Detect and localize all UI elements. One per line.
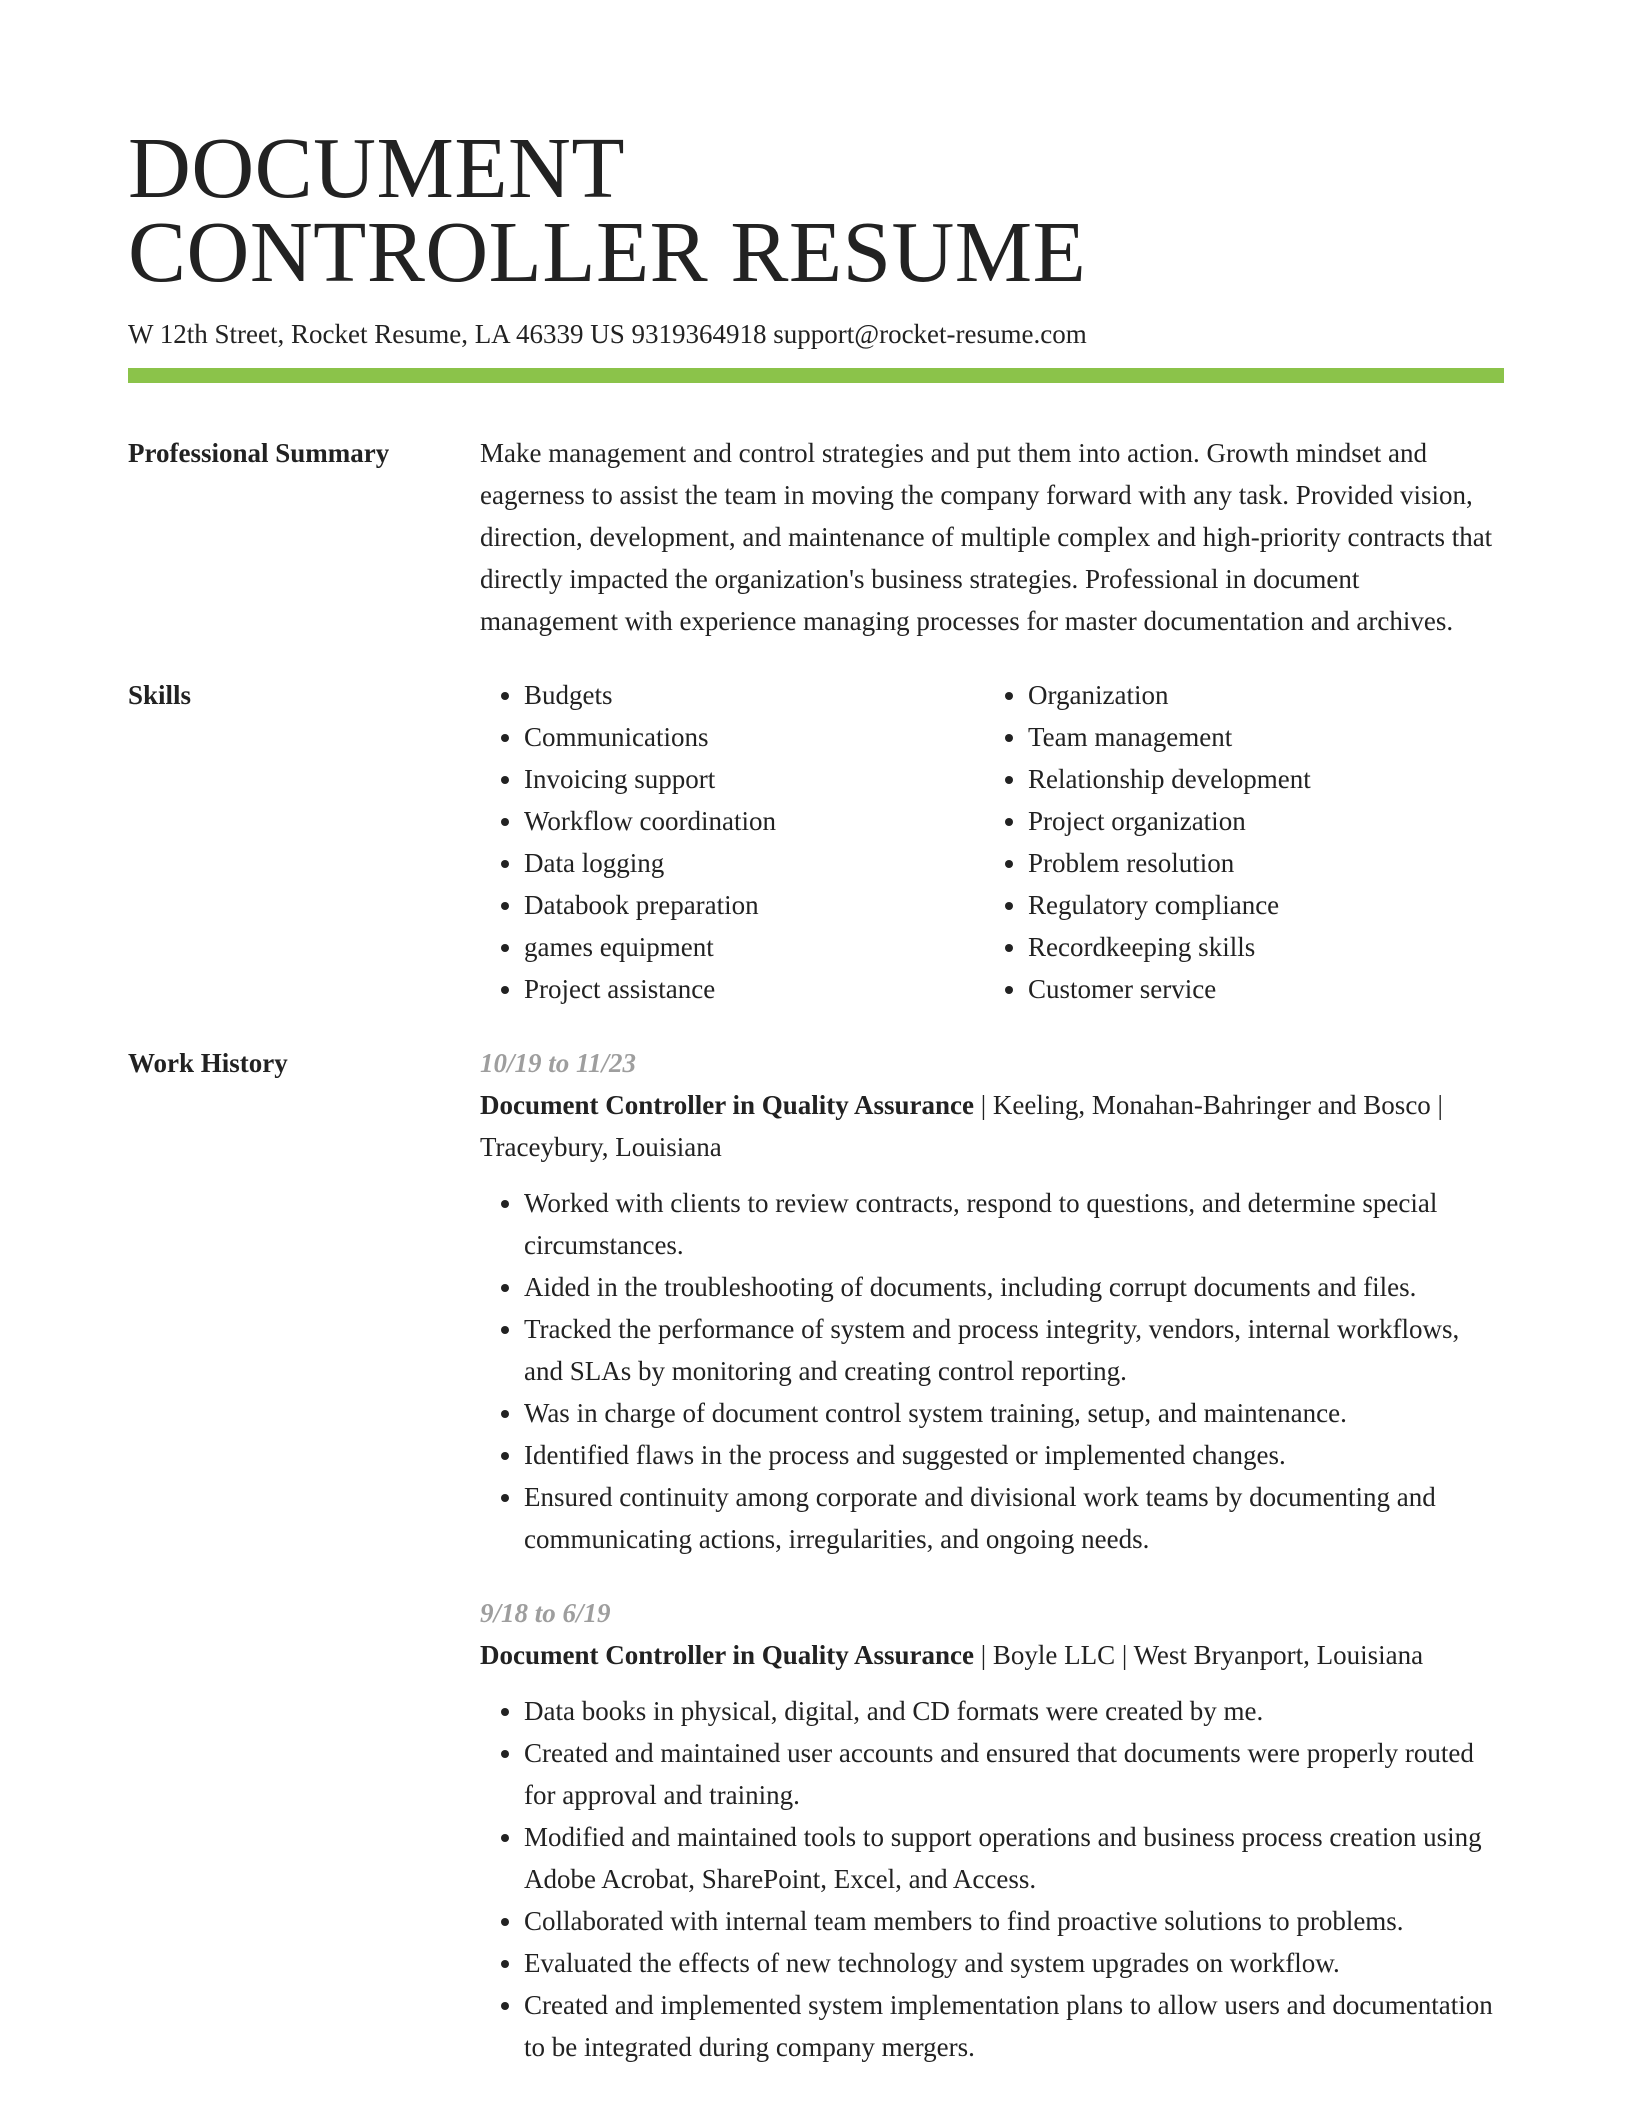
- work-history-section: [128, 1042, 1504, 2068]
- skills-columns: [480, 674, 1504, 1010]
- job-heading: [480, 1084, 1504, 1168]
- skill-item: • Relationship development: [1028, 758, 1488, 800]
- section-label-skills: Skills: [128, 680, 192, 710]
- job-details: | Boyle LLC | West Bryanport, Louisiana: [974, 1640, 1424, 1670]
- skill-item: • Project organization: [1028, 800, 1488, 842]
- skill-item: • Budgets: [524, 674, 984, 716]
- section-label-work-history: Work History: [128, 1048, 288, 1078]
- job-bullet: • Aided in the troubleshooting of documents, including corrupt documents and files.: [524, 1266, 1504, 1308]
- job-details: | Keeling, Monahan-Bahringer and Bosco | Traceybury, Louisiana: [480, 1090, 1443, 1162]
- job-title: Document Controller in Quality Assurance: [480, 1640, 975, 1670]
- skill-item: • Data logging: [524, 842, 984, 884]
- work-history-body: [480, 1042, 1504, 2068]
- job-bullet: • Identified flaws in the process and suggested or implemented changes.: [524, 1434, 1504, 1476]
- contact-email: support@rocket-resume.com: [773, 319, 1087, 349]
- job-bullet-list: [480, 1690, 1504, 2068]
- title-line-1: DOCUMENT: [128, 119, 625, 216]
- page-title: [128, 0, 1504, 300]
- job-bullet: • Created and maintained user accounts and ensured that documents were properly routed for approval and training.: [524, 1732, 1504, 1816]
- skill-item: • Customer service: [1028, 968, 1488, 1010]
- job-entry: [480, 1592, 1504, 2068]
- skill-item: • Organization: [1028, 674, 1488, 716]
- job-bullet: • Was in charge of document control system training, setup, and maintenance.: [524, 1392, 1504, 1434]
- skill-item: • Team management: [1028, 716, 1488, 758]
- skill-item: • Problem resolution: [1028, 842, 1488, 884]
- skill-item: • Recordkeeping skills: [1028, 926, 1488, 968]
- job-bullet-list: [480, 1182, 1504, 1560]
- summary-text: Make management and control strategies and put them into action. Growth mindset and eagerness to assist the team in moving the company forward with any task. Provided vision, direction, development, and maintenance of multiple complex and high-priority contracts that directly impacted the organization's business strategies. Professional in document management with experience managing processes for master documentation and archives.: [480, 438, 1493, 636]
- skill-item: • Project assistance: [524, 968, 984, 1010]
- section-label-summary: Professional Summary: [128, 438, 390, 468]
- skill-item: • Databook preparation: [524, 884, 984, 926]
- job-title: Document Controller in Quality Assurance: [480, 1090, 975, 1120]
- job-bullet: • Ensured continuity among corporate and divisional work teams by documenting and communicating actions, irregularities, and ongoing needs.: [524, 1476, 1504, 1560]
- accent-divider: [128, 368, 1504, 383]
- job-entry: [480, 1042, 1504, 1560]
- job-dates: 9/18 to 6/19: [480, 1598, 611, 1628]
- skill-item: • Regulatory compliance: [1028, 884, 1488, 926]
- job-bullet: • Evaluated the effects of new technology and system upgrades on workflow.: [524, 1942, 1504, 1984]
- job-bullet: • Tracked the performance of system and process integrity, vendors, internal workflows, and SLAs by monitoring and creating control reporting.: [524, 1308, 1504, 1392]
- job-dates: 10/19 to 11/23: [480, 1048, 637, 1078]
- skills-list-right: [984, 674, 1488, 1010]
- skill-item: • Workflow coordination: [524, 800, 984, 842]
- skill-item: • Communications: [524, 716, 984, 758]
- skill-item: • games equipment: [524, 926, 984, 968]
- job-bullet: • Created and implemented system implementation plans to allow users and documentation to be integrated during company mergers.: [524, 1984, 1504, 2068]
- resume-page: [128, 0, 1504, 2068]
- job-bullet: • Worked with clients to review contracts, respond to questions, and determine special circumstances.: [524, 1182, 1504, 1266]
- job-bullet: • Data books in physical, digital, and CD formats were created by me.: [524, 1690, 1504, 1732]
- skills-section: [128, 674, 1504, 1010]
- job-bullet: • Collaborated with internal team members to find proactive solutions to problems.: [524, 1900, 1504, 1942]
- skill-item: • Invoicing support: [524, 758, 984, 800]
- professional-summary-section: [128, 432, 1504, 642]
- title-line-2: CONTROLLER RESUME: [128, 203, 1087, 300]
- job-bullet: • Modified and maintained tools to support operations and business process creation using Adobe Acrobat, SharePoint, Excel, and Access.: [524, 1816, 1504, 1900]
- contact-line: [128, 316, 1504, 352]
- contact-phone: 9319364918: [631, 319, 767, 349]
- skills-list-left: [480, 674, 984, 1010]
- job-heading: [480, 1634, 1504, 1676]
- contact-address: W 12th Street, Rocket Resume, LA 46339 US: [128, 319, 625, 349]
